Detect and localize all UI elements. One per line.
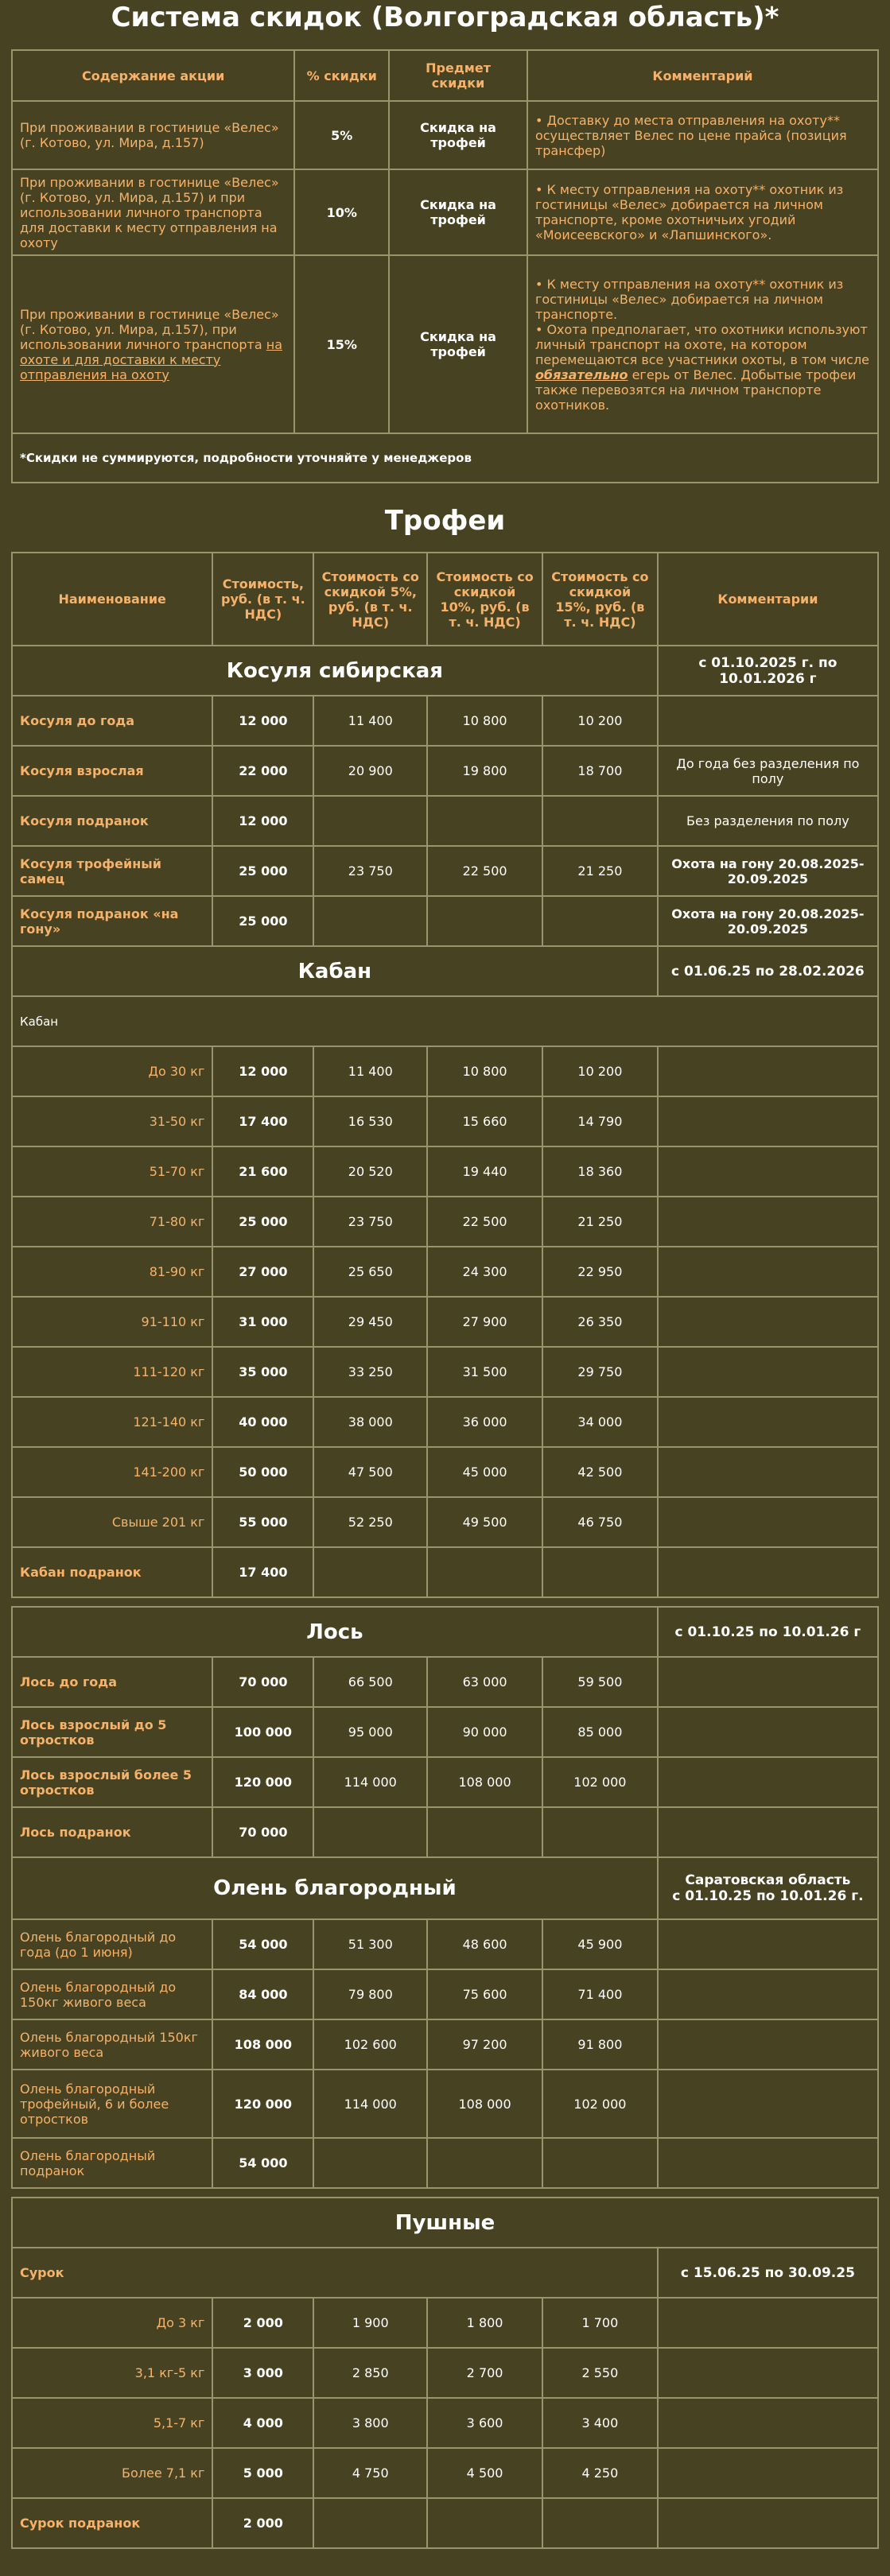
price-15: 1 700 bbox=[542, 2298, 658, 2348]
price-10: 108 000 bbox=[427, 1757, 542, 1807]
price-5: 51 300 bbox=[313, 1919, 427, 1969]
item-name: 5,1-7 кг bbox=[12, 2398, 212, 2448]
header-comment: Комментарий bbox=[527, 50, 878, 101]
price-10: 49 500 bbox=[427, 1497, 542, 1547]
discounts-title: Система скидок (Волгоградская область)* bbox=[111, 2, 779, 33]
discount-subject: Скидка на трофей bbox=[389, 101, 527, 169]
price-15: 42 500 bbox=[542, 1447, 658, 1497]
price-10: 2 700 bbox=[427, 2348, 542, 2398]
price-5: 25 650 bbox=[313, 1247, 427, 1297]
price-10: 22 500 bbox=[427, 1197, 542, 1247]
table-row bbox=[12, 1146, 878, 1197]
item-name: До 30 кг bbox=[12, 1046, 212, 1096]
header-subject: Предмет скидки bbox=[389, 50, 527, 101]
price-5: 95 000 bbox=[313, 1707, 427, 1757]
table-row bbox=[12, 1297, 878, 1347]
price-10: 4 500 bbox=[427, 2448, 542, 2498]
discount-comment: • Доставку до места отправления на охоту** осуществляет Велес по цене прайса (позиция трансфер) bbox=[527, 101, 878, 169]
item-name: Лось взрослый более 5 отростков bbox=[12, 1757, 212, 1807]
item-name: 91-110 кг bbox=[12, 1297, 212, 1347]
price-15: 59 500 bbox=[542, 1657, 658, 1707]
item-name: Сурок подранок bbox=[12, 2498, 212, 2548]
price: 12 000 bbox=[212, 1046, 313, 1096]
price-15: 85 000 bbox=[542, 1707, 658, 1757]
price-15: 102 000 bbox=[542, 2070, 658, 2138]
price-15: 102 000 bbox=[542, 1757, 658, 1807]
price-15: 10 200 bbox=[542, 1046, 658, 1096]
table-row bbox=[12, 1497, 878, 1547]
price: 100 000 bbox=[212, 1707, 313, 1757]
price: 40 000 bbox=[212, 1397, 313, 1447]
comment bbox=[658, 1497, 878, 1547]
price-15: 10 200 bbox=[542, 696, 658, 746]
item-name: Олень благородный 150кг живого веса bbox=[12, 2019, 212, 2070]
price-5: 11 400 bbox=[313, 696, 427, 746]
price-5: 47 500 bbox=[313, 1447, 427, 1497]
item-name: 141-200 кг bbox=[12, 1447, 212, 1497]
item-name: Косуля подранок bbox=[12, 796, 212, 846]
price: 21 600 bbox=[212, 1146, 313, 1197]
price-10: 31 500 bbox=[427, 1347, 542, 1397]
comment bbox=[658, 1447, 878, 1497]
table-row bbox=[12, 2070, 878, 2138]
price-15 bbox=[542, 896, 658, 946]
price: 31 000 bbox=[212, 1297, 313, 1347]
item-name: Косуля трофейный самец bbox=[12, 846, 212, 896]
price-5: 3 800 bbox=[313, 2398, 427, 2448]
item-name: 111-120 кг bbox=[12, 1347, 212, 1397]
section-title-fur: Пушные bbox=[12, 2198, 878, 2248]
item-name: Олень благородный трофейный, 6 и более отростков bbox=[12, 2070, 212, 2138]
price-5 bbox=[313, 896, 427, 946]
price: 17 400 bbox=[212, 1547, 313, 1597]
header-price-5: Стоимость со скидкой 5%, руб. (в т. ч. НДС) bbox=[313, 553, 427, 646]
boar-label: Кабан bbox=[12, 996, 878, 1046]
table-row bbox=[12, 1919, 878, 1969]
trophies-title: Трофеи bbox=[384, 505, 506, 537]
price-15: 34 000 bbox=[542, 1397, 658, 1447]
price-5: 102 600 bbox=[313, 2019, 427, 2070]
price-15: 3 400 bbox=[542, 2398, 658, 2448]
discount-subject: Скидка на трофей bbox=[389, 169, 527, 255]
price-10: 108 000 bbox=[427, 2070, 542, 2138]
price: 3 000 bbox=[212, 2348, 313, 2398]
comment bbox=[658, 1247, 878, 1297]
price-15: 29 750 bbox=[542, 1347, 658, 1397]
section-title-moose: Лось bbox=[12, 1607, 658, 1657]
table-row bbox=[12, 2398, 878, 2448]
item-name: Косуля до года bbox=[12, 696, 212, 746]
price-10: 15 660 bbox=[427, 1096, 542, 1146]
price: 25 000 bbox=[212, 896, 313, 946]
price: 17 400 bbox=[212, 1096, 313, 1146]
item-name: Кабан подранок bbox=[12, 1547, 212, 1597]
section-title-boar: Кабан bbox=[12, 946, 658, 996]
price: 70 000 bbox=[212, 1657, 313, 1707]
discount-subject: Скидка на трофей bbox=[389, 255, 527, 433]
price: 12 000 bbox=[212, 796, 313, 846]
price-10: 45 000 bbox=[427, 1447, 542, 1497]
price: 25 000 bbox=[212, 846, 313, 896]
item-name: 3,1 кг-5 кг bbox=[12, 2348, 212, 2398]
item-name: Лось взрослый до 5 отростков bbox=[12, 1707, 212, 1757]
price-5: 29 450 bbox=[313, 1297, 427, 1347]
comment: Без разделения по полу bbox=[658, 796, 878, 846]
price-10: 24 300 bbox=[427, 1247, 542, 1297]
section-title-deer: Олень благородный bbox=[12, 1857, 658, 1919]
price-5: 38 000 bbox=[313, 1397, 427, 1447]
price-10: 63 000 bbox=[427, 1657, 542, 1707]
price: 55 000 bbox=[212, 1497, 313, 1547]
price-15: 45 900 bbox=[542, 1919, 658, 1969]
price-10: 90 000 bbox=[427, 1707, 542, 1757]
price: 108 000 bbox=[212, 2019, 313, 2070]
item-name: Косуля взрослая bbox=[12, 746, 212, 796]
price-5: 11 400 bbox=[313, 1046, 427, 1096]
table-row bbox=[12, 1046, 878, 1096]
section-period-deer: Саратовская область с 01.10.25 по 10.01.26 г. bbox=[658, 1857, 878, 1919]
discount-row bbox=[12, 101, 878, 169]
price-15: 18 360 bbox=[542, 1146, 658, 1197]
item-name: Свыше 201 кг bbox=[12, 1497, 212, 1547]
discount-content: При проживании в гостинице «Велес» (г. Котово, ул. Мира, д.157), при использовании личного транспорта на охоте и для доставки к месту отправления на охоту bbox=[12, 255, 294, 433]
item-name: 71-80 кг bbox=[12, 1197, 212, 1247]
comment bbox=[658, 1096, 878, 1146]
comment bbox=[658, 1046, 878, 1096]
item-name: 81-90 кг bbox=[12, 1247, 212, 1297]
price-5: 66 500 bbox=[313, 1657, 427, 1707]
price-10: 27 900 bbox=[427, 1297, 542, 1347]
price-5: 2 850 bbox=[313, 2348, 427, 2398]
comment: Охота на гону 20.08.2025-20.09.2025 bbox=[658, 896, 878, 946]
price-5: 20 520 bbox=[313, 1146, 427, 1197]
table-row bbox=[12, 1707, 878, 1757]
price-10: 36 000 bbox=[427, 1397, 542, 1447]
table-row bbox=[12, 1197, 878, 1247]
header-comments: Комментарии bbox=[658, 553, 878, 646]
price-5 bbox=[313, 796, 427, 846]
table-row bbox=[12, 796, 878, 846]
header-content: Содержание акции bbox=[12, 50, 294, 101]
price-15 bbox=[542, 796, 658, 846]
table-row bbox=[12, 896, 878, 946]
discount-percent: 10% bbox=[294, 169, 389, 255]
price: 22 000 bbox=[212, 746, 313, 796]
price-15: 14 790 bbox=[542, 1096, 658, 1146]
item-name: До 3 кг bbox=[12, 2298, 212, 2348]
price: 35 000 bbox=[212, 1347, 313, 1397]
item-name: 51-70 кг bbox=[12, 1146, 212, 1197]
price-5: 1 900 bbox=[313, 2298, 427, 2348]
table-row bbox=[12, 2298, 878, 2348]
item-name: Олень благородный подранок bbox=[12, 2138, 212, 2188]
price-10: 48 600 bbox=[427, 1919, 542, 1969]
price-15: 18 700 bbox=[542, 746, 658, 796]
section-period-fur: с 15.06.25 по 30.09.25 bbox=[658, 2248, 878, 2298]
discount-row bbox=[12, 169, 878, 255]
price-10: 1 800 bbox=[427, 2298, 542, 2348]
price-10: 22 500 bbox=[427, 846, 542, 896]
table-row bbox=[12, 2448, 878, 2498]
discount-content: При проживании в гостинице «Велес» (г. Котово, ул. Мира, д.157) bbox=[12, 101, 294, 169]
comment bbox=[658, 1197, 878, 1247]
table-row bbox=[12, 846, 878, 896]
table-row bbox=[12, 1969, 878, 2019]
header-name: Наименование bbox=[12, 553, 212, 646]
table-row bbox=[12, 746, 878, 796]
price-15: 71 400 bbox=[542, 1969, 658, 2019]
price-15: 21 250 bbox=[542, 1197, 658, 1247]
price-5: 33 250 bbox=[313, 1347, 427, 1397]
item-name: Олень благородный до года (до 1 июня) bbox=[12, 1919, 212, 1969]
price-15: 22 950 bbox=[542, 1247, 658, 1297]
header-price-10: Стоимость со скидкой 10%, руб. (в т. ч. НДС) bbox=[427, 553, 542, 646]
price: 120 000 bbox=[212, 2070, 313, 2138]
table-row bbox=[12, 2348, 878, 2398]
item-name: 31-50 кг bbox=[12, 1096, 212, 1146]
price-15: 91 800 bbox=[542, 2019, 658, 2070]
price-15: 4 250 bbox=[542, 2448, 658, 2498]
comment bbox=[658, 696, 878, 746]
price-10: 19 800 bbox=[427, 746, 542, 796]
marmot-label: Сурок bbox=[12, 2248, 658, 2298]
price: 120 000 bbox=[212, 1757, 313, 1807]
price: 70 000 bbox=[212, 1807, 313, 1857]
price-5: 16 530 bbox=[313, 1096, 427, 1146]
discount-comment: • К месту отправления на охоту** охотник из гостиницы «Велес» добирается на личном транспорте. • Охота предполагает, что охотники используют личный транспорт нa охоте, на котором перемещаются все участники охоты, в том числе обязательно егерь от Велес. Добытые трофеи также перевозятся на личном транспорте охотников. bbox=[527, 255, 878, 433]
discount-content: При проживании в гостинице «Велес» (г. Котово, ул. Мира, д.157) и при использовании личного транспорта для доставки к месту отправления на охоту bbox=[12, 169, 294, 255]
price-10: 10 800 bbox=[427, 1046, 542, 1096]
discounts-table bbox=[11, 49, 879, 483]
header-price: Стоимость, руб. (в т. ч. НДС) bbox=[212, 553, 313, 646]
section-title-roe: Косуля сибирская bbox=[12, 646, 658, 696]
price-10: 10 800 bbox=[427, 696, 542, 746]
price: 27 000 bbox=[212, 1247, 313, 1297]
table-row bbox=[12, 1397, 878, 1447]
comment bbox=[658, 1397, 878, 1447]
item-name: Лось до года bbox=[12, 1657, 212, 1707]
table-row bbox=[12, 1447, 878, 1497]
price-15: 46 750 bbox=[542, 1497, 658, 1547]
discount-comment: • К месту отправления на охоту** охотник из гостиницы «Велес» добирается на личном транспорте, кроме охотничьих угодий «Моисеевского» и «Лапшинского». bbox=[527, 169, 878, 255]
header-price-15: Стоимость со скидкой 15%, руб. (в т. ч. НДС) bbox=[542, 553, 658, 646]
comment: До года без разделения по полу bbox=[658, 746, 878, 796]
header-percent: % скидки bbox=[294, 50, 389, 101]
table-row bbox=[12, 1657, 878, 1707]
comment bbox=[658, 1146, 878, 1197]
price: 2 000 bbox=[212, 2498, 313, 2548]
price: 25 000 bbox=[212, 1197, 313, 1247]
discount-row bbox=[12, 255, 878, 433]
price: 5 000 bbox=[212, 2448, 313, 2498]
price: 84 000 bbox=[212, 1969, 313, 2019]
price-5: 114 000 bbox=[313, 2070, 427, 2138]
table-row bbox=[12, 696, 878, 746]
price-15: 26 350 bbox=[542, 1297, 658, 1347]
discount-note: *Скидки не суммируются, подробности уточняйте у менеджеров bbox=[12, 433, 878, 483]
price-10: 75 600 bbox=[427, 1969, 542, 2019]
table-row bbox=[12, 2138, 878, 2188]
price-5: 114 000 bbox=[313, 1757, 427, 1807]
item-name: Лось подранок bbox=[12, 1807, 212, 1857]
price: 54 000 bbox=[212, 2138, 313, 2188]
section-period-roe: с 01.10.2025 г. по 10.01.2026 г bbox=[658, 646, 878, 696]
price-5: 23 750 bbox=[313, 1197, 427, 1247]
price-15: 2 550 bbox=[542, 2348, 658, 2398]
price-10 bbox=[427, 896, 542, 946]
price-10: 3 600 bbox=[427, 2398, 542, 2448]
table-row bbox=[12, 2019, 878, 2070]
trophies-table bbox=[11, 552, 879, 2549]
table-row bbox=[12, 1757, 878, 1807]
price: 54 000 bbox=[212, 1919, 313, 1969]
price: 50 000 bbox=[212, 1447, 313, 1497]
discount-percent: 15% bbox=[294, 255, 389, 433]
price: 12 000 bbox=[212, 696, 313, 746]
item-name: Косуля подранок «на гону» bbox=[12, 896, 212, 946]
table-row bbox=[12, 1807, 878, 1857]
section-period-boar: с 01.06.25 по 28.02.2026 bbox=[658, 946, 878, 996]
table-row bbox=[12, 2498, 878, 2548]
price-10: 97 200 bbox=[427, 2019, 542, 2070]
price-10 bbox=[427, 796, 542, 846]
price-5: 52 250 bbox=[313, 1497, 427, 1547]
price-10: 19 440 bbox=[427, 1146, 542, 1197]
comment bbox=[658, 1297, 878, 1347]
table-row bbox=[12, 1096, 878, 1146]
price: 2 000 bbox=[212, 2298, 313, 2348]
discount-percent: 5% bbox=[294, 101, 389, 169]
price-15: 21 250 bbox=[542, 846, 658, 896]
item-name: Более 7,1 кг bbox=[12, 2448, 212, 2498]
price: 4 000 bbox=[212, 2398, 313, 2448]
price-5: 79 800 bbox=[313, 1969, 427, 2019]
comment bbox=[658, 1347, 878, 1397]
table-row bbox=[12, 1247, 878, 1297]
comment: Охота на гону 20.08.2025-20.09.2025 bbox=[658, 846, 878, 896]
item-name: Олень благородный до 150кг живого веса bbox=[12, 1969, 212, 2019]
price-5: 23 750 bbox=[313, 846, 427, 896]
item-name: 121-140 кг bbox=[12, 1397, 212, 1447]
table-row bbox=[12, 1547, 878, 1597]
table-row bbox=[12, 1347, 878, 1397]
section-period-moose: с 01.10.25 по 10.01.26 г bbox=[658, 1607, 878, 1657]
price-5: 4 750 bbox=[313, 2448, 427, 2498]
price-5: 20 900 bbox=[313, 746, 427, 796]
